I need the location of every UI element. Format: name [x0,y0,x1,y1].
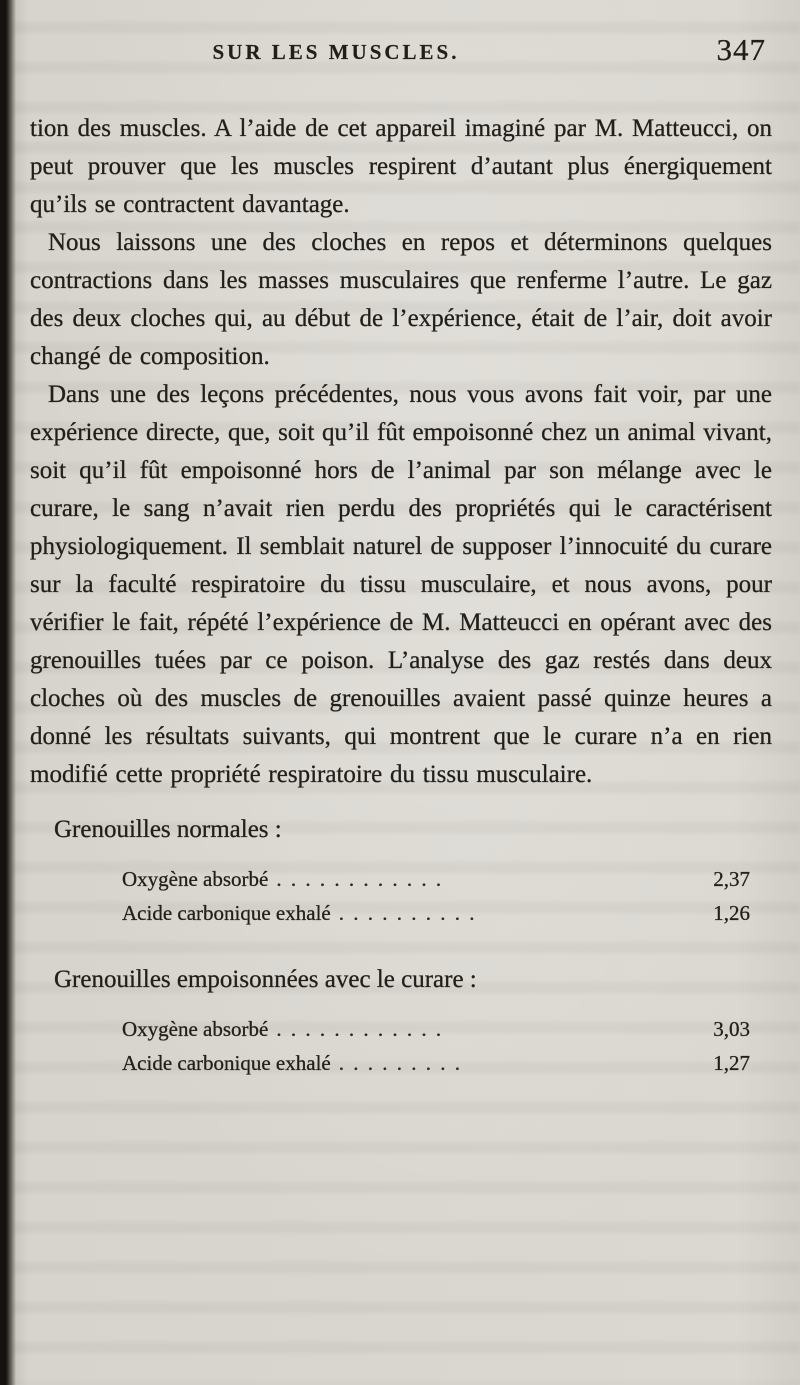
results-table-curare [122,1012,750,1080]
row-value: 2,37 [713,867,750,891]
section-heading-normal-frogs: Grenouilles normales : [54,816,282,843]
row-value: 1,27 [713,1051,750,1075]
row-label: Acide carbonique exhalé [122,1051,331,1075]
book-gutter-edge [0,0,16,1385]
row-value: 3,03 [713,1017,750,1041]
results-section-normal [30,812,772,930]
results-table-normal [122,862,750,930]
running-title: SUR LES MUSCLES. [212,40,460,64]
row-label: Oxygène absorbé [122,1017,269,1041]
row-value: 1,26 [713,901,750,925]
section-heading-curare-frogs: Grenouilles empoisonnées avec le curare : [54,966,477,993]
row-label: Oxygène absorbé [122,867,269,891]
dot-leader: . . . . . . . . . . . . [276,867,444,891]
row-label: Acide carbonique exhalé [122,901,331,925]
table-row [122,896,750,930]
paragraph-3: Dans une des leçons précédentes, nous vous avons fait voir, par une expérience directe, que, soit qu’il fût empoisonné chez un animal vivant, soit qu’il fût empoisonné hors de l’animal par son mélange avec le curare, le sang n’avait rien perdu des propriétés qui le caractérisent physiologiquement. Il semblait naturel de supposer l’innocuité du curare sur la faculté respiratoire du tissu musculaire, et nous avons, pour vérifier le fait, répété l’expérience de M. Matteucci en opérant avec des grenouilles tuées par ce poison. L’analyse des gaz restés dans deux cloches où des muscles de grenouilles avaient passé quinze heures a donné les résultats suivants, qui montrent que le curare n’a en rien modifié cette propriété respiratoire du tissu musculaire. [30,381,772,788]
dot-leader: . . . . . . . . . . [338,901,477,925]
results-section-curare [30,962,772,1080]
paragraph-2: Nous laissons une des cloches en repos et déterminons quelques contractions dans les masses musculaires que renferme l’autre. Le gaz des deux cloches qui, au début de l’expérience, était de l’air, doit avoir changé de composition. [30,229,772,370]
page-header [30,32,772,82]
table-row [122,1012,750,1046]
section-gap [30,930,772,944]
table-row [122,1046,750,1080]
paragraph-1: tion des muscles. A l’aide de cet appareil imaginé par M. Matteucci, on peut prouver que les muscles respirent d’autant plus énergiquement qu’ils se contractent davantage. [30,115,772,218]
dot-leader: . . . . . . . . . [338,1051,462,1075]
page-number: 347 [716,32,766,67]
page-content [30,0,772,1080]
table-row [122,862,750,896]
body-text [30,110,772,794]
dot-leader: . . . . . . . . . . . . [276,1017,444,1041]
